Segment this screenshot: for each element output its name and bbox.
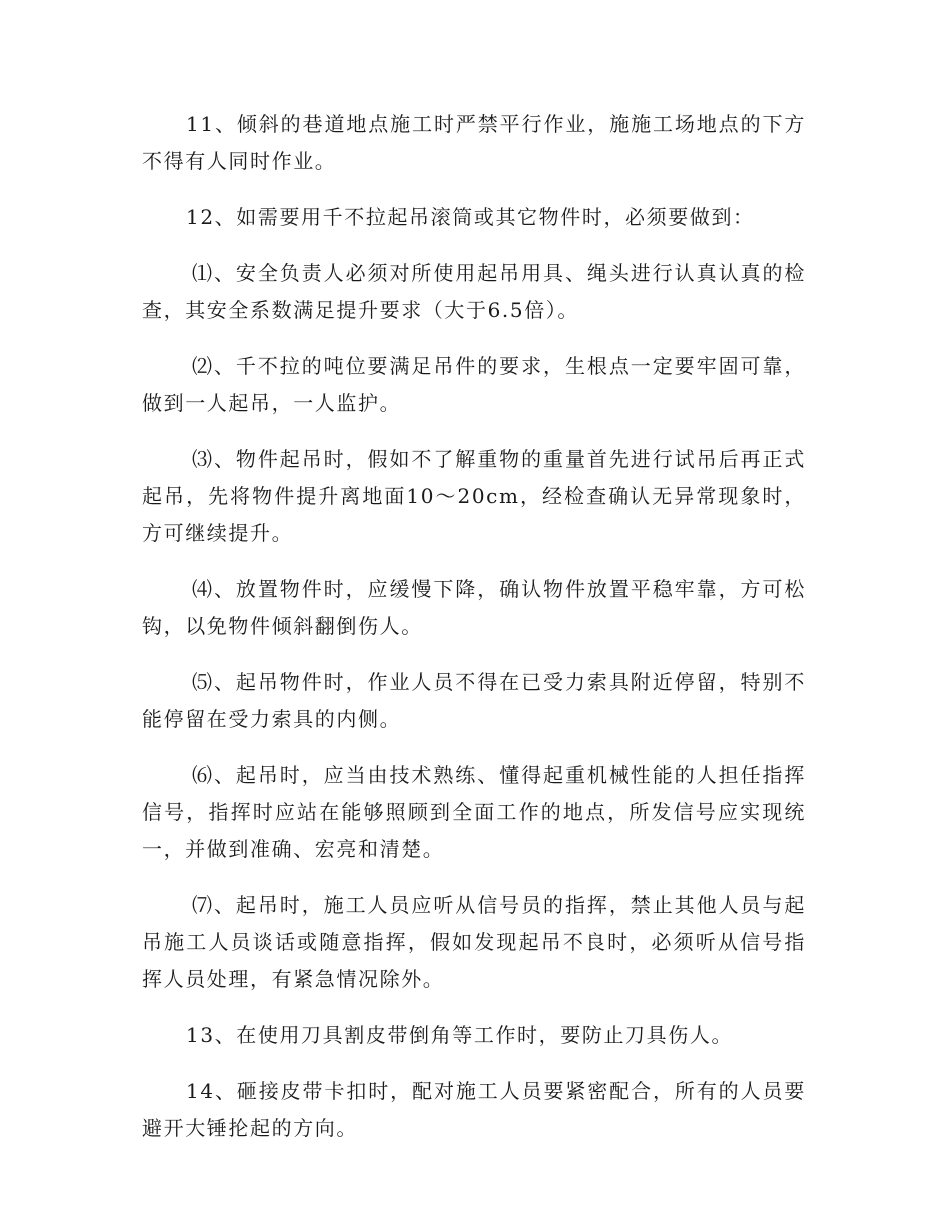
document-body [142, 106, 806, 1166]
paragraph-item-13: 13、在使用刀具割皮带倒角等工作时，要防止刀具伤人。 [186, 1023, 734, 1047]
paragraph-item-14: 14、砸接皮带卡扣时，配对施工人员要紧密配合，所有的人员要避开大锤抡起的方向。 [142, 1079, 806, 1140]
paragraph-subitem-7: ⑺、起吊时，施工人员应听从信号员的指挥，禁止其他人员与起吊施工人员谈话或随意指挥，假如发现起吊不良时，必须听从信号指挥人员处理，有紧急情况除外。 [142, 893, 806, 991]
paragraph-subitem-6: ⑹、起吊时，应当由技术熟练、懂得起重机械性能的人担任指挥信号，指挥时应站在能够照顾到全面工作的地点，所发信号应实现统一，并做到准确、宏亮和清楚。 [142, 763, 806, 861]
paragraph-subitem-3: ⑶、物件起吊时，假如不了解重物的重量首先进行试吊后再正式起吊，先将物件提升离地面10～20cm，经检查确认无异常现象时，方可继续提升。 [142, 447, 806, 545]
paragraph-item-12: 12、如需要用千不拉起吊滚筒或其它物件时，必须要做到： [186, 205, 755, 229]
paragraph-item-11: 11、倾斜的巷道地点施工时严禁平行作业，施施工场地点的下方不得有人同时作业。 [142, 112, 806, 173]
paragraph-subitem-4: ⑷、放置物件时，应缓慢下降，确认物件放置平稳牢靠，方可松钩，以免物件倾斜翻倒伤人。 [142, 577, 806, 638]
paragraph-subitem-5: ⑸、起吊物件时，作业人员不得在已受力索具附近停留，特别不能停留在受力索具的内侧。 [142, 670, 806, 731]
paragraph-subitem-2: ⑵、千不拉的吨位要满足吊件的要求，生根点一定要牢固可靠，做到一人起吊，一人监护。 [142, 354, 806, 415]
paragraph-subitem-1: ⑴、安全负责人必须对所使用起吊用具、绳头进行认真认真的检查，其安全系数满足提升要求（大于6.5倍）。 [142, 261, 806, 322]
